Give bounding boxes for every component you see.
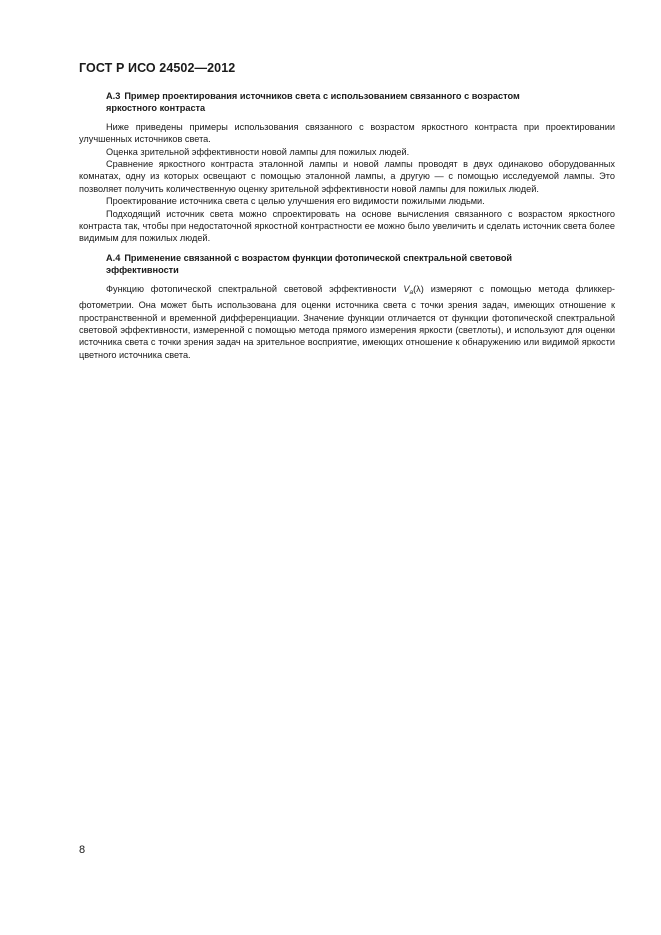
paragraph: Подходящий источник света можно спроектировать на основе вычисления связанного с возрастом яркостного контраста так, чтобы при недостаточной яркостной контрастности ее можно было увеличить и сделать источник света более видимым для пожилых людей.: [79, 208, 615, 244]
paragraph: Ниже приведены примеры использования связанного с возрастом яркостного контраста при проектировании улучшенных источников света.: [79, 121, 615, 145]
paragraph: Проектирование источника света с целью улучшения его видимости пожилыми людьми.: [106, 196, 485, 207]
page-number: 8: [79, 844, 86, 856]
symbol-v: V: [403, 283, 410, 294]
section-title-line2: яркостного контраста: [106, 103, 206, 114]
section-title-line1: Применение связанной с возрастом функции фотопической спектральной световой: [124, 252, 513, 263]
symbol-subscript: a: [409, 288, 414, 296]
section-title-line2: эффективности: [106, 265, 179, 276]
section-number: А.4: [106, 252, 121, 263]
section-a4: [79, 252, 615, 361]
section-a3: [79, 90, 615, 245]
symbol-argument: (λ): [413, 283, 424, 294]
section-heading: [79, 252, 615, 277]
document-header: ГОСТ Р ИСО 24502—2012: [79, 61, 236, 75]
section-number: А.3: [106, 91, 121, 101]
paragraph: Сравнение яркостного контраста эталонной лампы и новой лампы проводят в двух одинаково оборудованных комнатах, одну из которых освещают с помощью эталонной лампы, а другую — с помощью исследуемой лампы. Это позволяет получить количественную оценку зрительной эффективности новой лампы для пожилых людей.: [79, 159, 615, 194]
document-body: [79, 90, 615, 361]
section-heading: [79, 90, 615, 115]
paragraph: [79, 283, 615, 361]
paragraph: Оценка зрительной эффективности новой лампы для пожилых людей.: [106, 146, 410, 157]
section-title-line1: Пример проектирования источников света с использованием связанного с возрастом: [124, 91, 520, 101]
paragraph-rest: измеряют с помощью метода фликкер-фотометрии. Она может быть использована для оценки источника света с точки зрения задач, имеющих отношение к пространственной и временной дифференциации. Значение функции отличается от функции фотопической спектральной световой эффективности, измеренной с помощью метода прямого измерения яркости (светлоты), и используют для оценки источника света с точки зрения задач на зрительное восприятие, имеющих отношение к обнаружению или видимой яркости цветного источника света.: [79, 283, 615, 360]
paragraph-prefix: Функцию фотопической спектральной световой эффективности: [106, 283, 404, 294]
